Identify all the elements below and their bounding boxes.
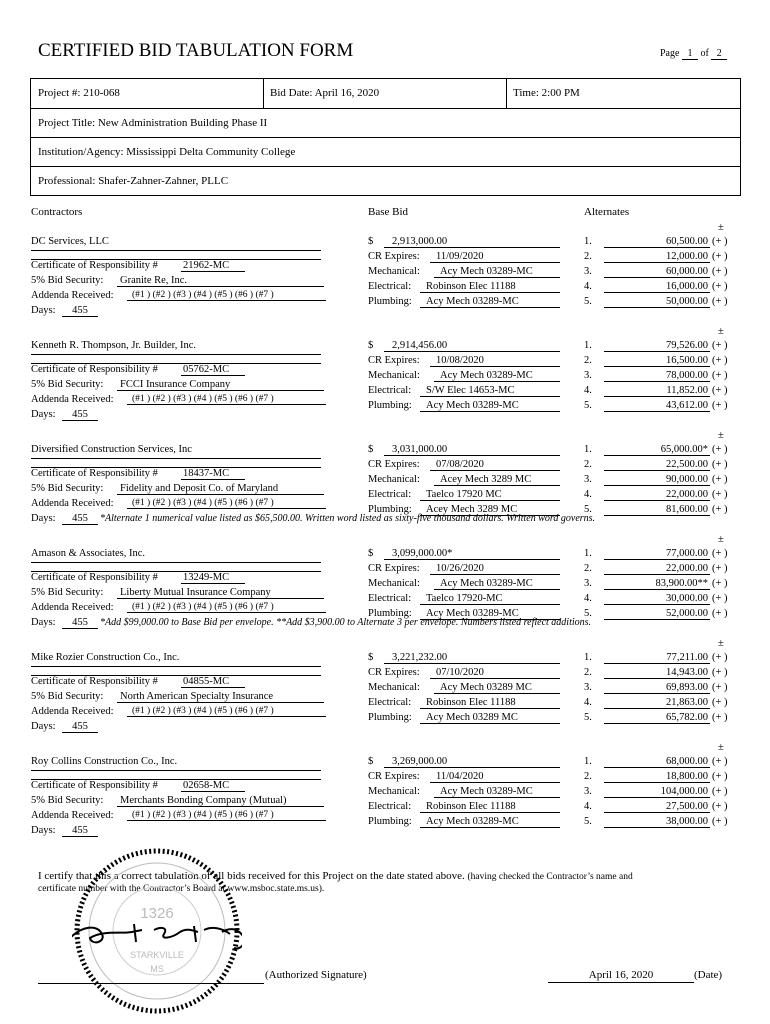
bidder-3-alt-2-num: 2.	[584, 459, 592, 470]
bidder-2-alt-2-plus: (+ )	[712, 355, 728, 366]
bidder-6-addenda-label: Addenda Received:	[31, 810, 114, 821]
bidder-3-cr-expires-value: 07/08/2020	[430, 459, 560, 471]
bidder-3-alt-1-num: 1.	[584, 444, 592, 455]
bidder-4-alt-5-value: 52,000.00	[604, 608, 710, 620]
bidder-1-alt-4-num: 4.	[584, 281, 592, 292]
bidder-3-plus-minus: ±	[718, 430, 724, 441]
bidder-2-addenda-label: Addenda Received:	[31, 394, 114, 405]
bidder-5-security-label: 5% Bid Security:	[31, 691, 104, 702]
bidder-6-alt-1-value: 68,000.00	[604, 756, 710, 768]
bidder-6-alt-1-plus: (+ )	[712, 756, 728, 767]
seal-state: MS	[150, 964, 164, 974]
bidder-4-cor-label: Certificate of Responsibility #	[31, 572, 158, 583]
bidder-4-alt-5-num: 5.	[584, 608, 592, 619]
bidder-1-alt-1-value: 60,500.00	[604, 236, 710, 248]
bidder-2-alt-5-plus: (+ )	[712, 400, 728, 411]
project-row	[31, 79, 740, 109]
bidder-6-days-value: 455	[62, 825, 98, 837]
bidder-4-alt-5-plus: (+ )	[712, 608, 728, 619]
bidder-5-days-label: Days:	[31, 721, 56, 732]
bidder-6-plumbing-label: Plumbing:	[368, 816, 412, 827]
bidder-3-security-value: Fidelity and Deposit Co. of Maryland	[117, 483, 324, 495]
bidder-2-plumbing-value: Acy Mech 03289-MC	[420, 400, 560, 412]
bidder-3-name: Diversified Construction Services, Inc	[31, 444, 321, 459]
bidder-4-mechanical-label: Mechanical:	[368, 578, 420, 589]
bid-date: Bid Date: April 16, 2020	[270, 87, 380, 99]
bidder-6-alt-3-value: 104,000.00	[604, 786, 710, 798]
bidder-4-plumbing-value: Acy Mech 03289-MC	[420, 608, 560, 620]
bidder-6-electrical-label: Electrical:	[368, 801, 412, 812]
bidder-5-alt-4-plus: (+ )	[712, 697, 728, 708]
bidder-6-alt-3-plus: (+ )	[712, 786, 728, 797]
alternates-header: Alternates	[584, 206, 630, 218]
bidder-3-alt-5-plus: (+ )	[712, 504, 728, 515]
bidder-2-cr-expires-value: 10/08/2020	[430, 355, 560, 367]
bidder-4-alt-4-value: 30,000.00	[604, 593, 710, 605]
bidder-5-electrical-value: Robinson Elec 11188	[420, 697, 560, 709]
bidder-1-alt-3-num: 3.	[584, 266, 592, 277]
bidder-5-alt-5-plus: (+ )	[712, 712, 728, 723]
form-title: CERTIFIED BID TABULATION FORM	[38, 40, 354, 61]
date-label: (Date)	[694, 969, 723, 981]
bidder-4-dollar-sign: $	[368, 548, 374, 559]
bidder-5-alt-3-num: 3.	[584, 682, 592, 693]
bidder-2-electrical-value: S/W Elec 14653-MC	[420, 385, 560, 397]
signature-scribble	[72, 924, 242, 948]
bidder-3-dollar-sign: $	[368, 444, 374, 455]
bidder-6-alt-2-value: 18,800.00	[604, 771, 710, 783]
bidder-2-mechanical-value: Acy Mech 03289-MC	[434, 370, 560, 382]
bidder-3-addenda-label: Addenda Received:	[31, 498, 114, 509]
bidder-4-alt-4-plus: (+ )	[712, 593, 728, 604]
bidder-6-cor-number: 02658-MC	[181, 780, 245, 792]
bidder-3-security-label: 5% Bid Security:	[31, 483, 104, 494]
bidder-3-cor-number: 18437-MC	[181, 468, 245, 480]
bidder-4-days-label: Days:	[31, 617, 56, 628]
seal-number: 1326	[140, 905, 174, 922]
certification-note-b: certificate number with the Contractor’s Board at www.msboc.state.ms.us).	[38, 884, 325, 894]
bidder-1-plus-minus: ±	[718, 222, 724, 233]
bidder-5-alt-4-value: 21,863.00	[604, 697, 710, 709]
bidder-4-alt-3-value: 83,900.00**	[604, 578, 710, 590]
bidder-3-cor-label: Certificate of Responsibility #	[31, 468, 158, 479]
bidder-4-electrical-label: Electrical:	[368, 593, 412, 604]
professional: Professional: Shafer-Zahner-Zahner, PLLC	[31, 167, 740, 196]
page-label: Page	[660, 48, 680, 59]
base-bid-header: Base Bid	[368, 206, 409, 218]
bidder-2-alt-4-num: 4.	[584, 385, 592, 396]
bidder-5-cor-label: Certificate of Responsibility #	[31, 676, 158, 687]
bidder-5-security-value: North American Specialty Insurance	[117, 691, 324, 703]
bidder-4-security-label: 5% Bid Security:	[31, 587, 104, 598]
bidder-5-mechanical-value: Acy Mech 03289 MC	[434, 682, 560, 694]
bidder-4-plus-minus: ±	[718, 534, 724, 545]
bidder-4-alt-1-value: 77,000.00	[604, 548, 710, 560]
bidder-5-alt-5-num: 5.	[584, 712, 592, 723]
bidder-1-days-value: 455	[62, 305, 98, 317]
bidder-1-name: DC Services, LLC	[31, 236, 321, 251]
bidder-5-alt-1-plus: (+ )	[712, 652, 728, 663]
bidder-1-mechanical-label: Mechanical:	[368, 266, 420, 277]
bidder-2-alt-3-plus: (+ )	[712, 370, 728, 381]
bidder-1-alt-5-plus: (+ )	[712, 296, 728, 307]
professional-seal	[72, 846, 242, 1016]
bidder-2-alt-1-num: 1.	[584, 340, 592, 351]
bidder-1-cr-expires-value: 11/09/2020	[430, 251, 560, 263]
bidder-6-base-bid: 3,269,000.00	[384, 756, 560, 768]
bidder-3-alt-3-plus: (+ )	[712, 474, 728, 485]
bidder-4-days-value: 455	[62, 617, 98, 629]
bidder-3-base-bid: 3,031,000.00	[384, 444, 560, 456]
bidder-1-electrical-label: Electrical:	[368, 281, 412, 292]
bidder-6-dollar-sign: $	[368, 756, 374, 767]
bidder-5-alt-5-value: 65,782.00	[604, 712, 710, 724]
bidder-1-alt-1-plus: (+ )	[712, 236, 728, 247]
bidder-5-name: Mike Rozier Construction Co., Inc.	[31, 652, 321, 667]
bidder-6-alt-2-plus: (+ )	[712, 771, 728, 782]
bidder-6-security-label: 5% Bid Security:	[31, 795, 104, 806]
bidder-6-alt-2-num: 2.	[584, 771, 592, 782]
bidder-2-plumbing-label: Plumbing:	[368, 400, 412, 411]
bidder-5-alt-1-value: 77,211.00	[604, 652, 710, 664]
bidder-3-cr-expires-label: CR Expires:	[368, 459, 420, 470]
bidder-6-mechanical-value: Acy Mech 03289-MC	[434, 786, 560, 798]
bidder-2-mechanical-label: Mechanical:	[368, 370, 420, 381]
bidder-1-dollar-sign: $	[368, 236, 374, 247]
bidder-3-electrical-value: Taelco 17920 MC	[420, 489, 560, 501]
bidder-1-cor-number: 21962-MC	[181, 260, 245, 272]
bidder-5-mechanical-label: Mechanical:	[368, 682, 420, 693]
bidder-4-alt-1-plus: (+ )	[712, 548, 728, 559]
bidder-3-alt-5-num: 5.	[584, 504, 592, 515]
bidder-3-electrical-label: Electrical:	[368, 489, 412, 500]
bidder-3-days-value: 455	[62, 513, 98, 525]
bidder-5-alt-3-plus: (+ )	[712, 682, 728, 693]
bidder-6-cor-label: Certificate of Responsibility #	[31, 780, 158, 791]
project-title: Project Title: New Administration Building Phase II	[31, 109, 740, 138]
bidder-3-addenda-list: (#1 ) (#2 ) (#3 ) (#4 ) (#5 ) (#6 ) (#7 )	[127, 498, 326, 509]
bidder-2-name: Kenneth R. Thompson, Jr. Builder, Inc.	[31, 340, 321, 355]
of-label: of	[700, 48, 709, 59]
bidder-6-cr-expires-label: CR Expires:	[368, 771, 420, 782]
bidder-3-mechanical-value: Acey Mech 3289 MC	[434, 474, 560, 486]
institution: Institution/Agency: Mississippi Delta Community College	[31, 138, 740, 167]
bidder-4-alt-2-num: 2.	[584, 563, 592, 574]
bidder-1-alt-1-num: 1.	[584, 236, 592, 247]
bidder-6-days-label: Days:	[31, 825, 56, 836]
bidder-3-alt-4-value: 22,000.00	[604, 489, 710, 501]
seal-city: STARKVILLE	[130, 950, 184, 960]
bidder-4-base-bid: 3,099,000.00*	[384, 548, 560, 560]
bidder-3-note: *Alternate 1 numerical value listed as $65,500.00. Written word listed as sixty-five thousand dollars. Written word governs.	[100, 513, 596, 524]
bidder-5-alt-2-value: 14,943.00	[604, 667, 710, 679]
bidder-2-electrical-label: Electrical:	[368, 385, 412, 396]
bidder-4-cor-number: 13249-MC	[181, 572, 245, 584]
bidder-5-plumbing-label: Plumbing:	[368, 712, 412, 723]
bidder-3-alt-2-plus: (+ )	[712, 459, 728, 470]
bidder-1-cr-expires-label: CR Expires:	[368, 251, 420, 262]
bidder-3-alt-4-num: 4.	[584, 489, 592, 500]
bidder-3-plumbing-label: Plumbing:	[368, 504, 412, 515]
bidder-4-alt-1-num: 1.	[584, 548, 592, 559]
bidder-1-mechanical-value: Acy Mech 03289-MC	[434, 266, 560, 278]
page-number: 1	[682, 48, 698, 60]
bidder-5-addenda-list: (#1 ) (#2 ) (#3 ) (#4 ) (#5 ) (#6 ) (#7 )	[127, 706, 326, 717]
bidder-1-alt-2-value: 12,000.00	[604, 251, 710, 263]
bidder-2-days-value: 455	[62, 409, 98, 421]
bidder-1-base-bid: 2,913,000.00	[384, 236, 560, 248]
bidder-3-plumbing-value: Acey Mech 3289 MC	[420, 504, 560, 516]
bidder-6-alt-4-plus: (+ )	[712, 801, 728, 812]
bidder-6-plumbing-value: Acy Mech 03289-MC	[420, 816, 560, 828]
bidder-5-base-bid: 3,221,232.00	[384, 652, 560, 664]
bidder-2-cor-label: Certificate of Responsibility #	[31, 364, 158, 375]
bidder-6-security-value: Merchants Bonding Company (Mutual)	[117, 795, 324, 807]
bidder-5-dollar-sign: $	[368, 652, 374, 663]
bidder-6-alt-1-num: 1.	[584, 756, 592, 767]
bidder-4-alt-3-num: 3.	[584, 578, 592, 589]
bidder-2-cor-number: 05762-MC	[181, 364, 245, 376]
project-info-box	[30, 78, 741, 196]
bidder-3-alt-1-value: 65,000.00*	[604, 444, 710, 456]
bidder-2-alt-1-plus: (+ )	[712, 340, 728, 351]
bidder-5-alt-2-plus: (+ )	[712, 667, 728, 678]
bidder-1-addenda-label: Addenda Received:	[31, 290, 114, 301]
bidder-2-base-bid: 2,914,456.00	[384, 340, 560, 352]
bidder-1-alt-5-num: 5.	[584, 296, 592, 307]
bidder-2-alt-3-num: 3.	[584, 370, 592, 381]
bidder-6-name: Roy Collins Construction Co., Inc.	[31, 756, 321, 771]
certification-main: I certify that this a correct tabulation of all bids received for this Project on the date stated above.	[38, 870, 465, 882]
bidder-2-alt-5-value: 43,612.00	[604, 400, 710, 412]
bidder-4-name: Amason & Associates, Inc.	[31, 548, 321, 563]
bidder-2-alt-4-value: 11,852.00	[604, 385, 710, 397]
bidder-6-electrical-value: Robinson Elec 11188	[420, 801, 560, 813]
bidder-5-electrical-label: Electrical:	[368, 697, 412, 708]
bidder-6-addenda-list: (#1 ) (#2 ) (#3 ) (#4 ) (#5 ) (#6 ) (#7 )	[127, 810, 326, 821]
page-total: 2	[711, 48, 727, 60]
bidder-4-cr-expires-label: CR Expires:	[368, 563, 420, 574]
bidder-4-mechanical-value: Acy Mech 03289-MC	[434, 578, 560, 590]
signature-label: (Authorized Signature)	[265, 969, 367, 981]
bidder-1-security-label: 5% Bid Security:	[31, 275, 104, 286]
bidder-3-alt-3-value: 90,000.00	[604, 474, 710, 486]
bidder-3-alt-5-value: 81,600.00	[604, 504, 710, 516]
bidder-1-days-label: Days:	[31, 305, 56, 316]
bidder-5-addenda-label: Addenda Received:	[31, 706, 114, 717]
bidder-1-electrical-value: Robinson Elec 11188	[420, 281, 560, 293]
bidder-4-electrical-value: Taelco 17920-MC	[420, 593, 560, 605]
bidder-4-note: *Add $99,000.00 to Base Bid per envelope. **Add $3,900.00 to Alternate 3 per envelope. Numbers listed reflect additions.	[100, 617, 592, 628]
page-indicator	[660, 48, 727, 60]
bidder-2-alt-2-num: 2.	[584, 355, 592, 366]
bidder-1-security-value: Granite Re, Inc.	[117, 275, 324, 287]
bidder-5-alt-2-num: 2.	[584, 667, 592, 678]
certification-note-a: (having checked the Contractor’s name and	[467, 872, 633, 882]
bidder-2-cr-expires-label: CR Expires:	[368, 355, 420, 366]
bidder-2-alt-5-num: 5.	[584, 400, 592, 411]
bidder-2-days-label: Days:	[31, 409, 56, 420]
bidder-1-alt-2-num: 2.	[584, 251, 592, 262]
signature-date: April 16, 2020	[548, 969, 694, 983]
bidder-5-cr-expires-label: CR Expires:	[368, 667, 420, 678]
bidder-1-alt-3-plus: (+ )	[712, 266, 728, 277]
bidder-5-alt-1-num: 1.	[584, 652, 592, 663]
project-number: Project #: 210-068	[38, 87, 120, 99]
bidder-4-addenda-label: Addenda Received:	[31, 602, 114, 613]
bidder-1-plumbing-label: Plumbing:	[368, 296, 412, 307]
bidder-2-alt-3-value: 78,000.00	[604, 370, 710, 382]
bidder-4-alt-3-plus: (+ )	[712, 578, 728, 589]
bidder-5-cr-expires-value: 07/10/2020	[430, 667, 560, 679]
bidder-4-alt-4-num: 4.	[584, 593, 592, 604]
bidder-5-cor-number: 04855-MC	[181, 676, 245, 688]
bidder-5-plumbing-value: Acy Mech 03289 MC	[420, 712, 560, 724]
bidder-3-alt-4-plus: (+ )	[712, 489, 728, 500]
bidder-4-security-value: Liberty Mutual Insurance Company	[117, 587, 324, 599]
bidder-5-days-value: 455	[62, 721, 98, 733]
bidder-5-alt-3-value: 69,893.00	[604, 682, 710, 694]
bidder-6-alt-5-plus: (+ )	[712, 816, 728, 827]
bidder-6-alt-5-num: 5.	[584, 816, 592, 827]
bidder-1-alt-5-value: 50,000.00	[604, 296, 710, 308]
bidder-2-addenda-list: (#1 ) (#2 ) (#3 ) (#4 ) (#5 ) (#6 ) (#7 )	[127, 394, 326, 405]
bidder-1-alt-3-value: 60,000.00	[604, 266, 710, 278]
bidder-6-alt-4-num: 4.	[584, 801, 592, 812]
bidder-1-alt-4-plus: (+ )	[712, 281, 728, 292]
bidder-2-security-value: FCCI Insurance Company	[117, 379, 324, 391]
contractors-header: Contractors	[31, 206, 83, 218]
bidder-5-alt-4-num: 4.	[584, 697, 592, 708]
bidder-2-plus-minus: ±	[718, 326, 724, 337]
bidder-2-alt-4-plus: (+ )	[712, 385, 728, 396]
bidder-3-alt-3-num: 3.	[584, 474, 592, 485]
bidder-3-mechanical-label: Mechanical:	[368, 474, 420, 485]
bidder-1-cor-label: Certificate of Responsibility #	[31, 260, 158, 271]
bidder-3-alt-1-plus: (+ )	[712, 444, 728, 455]
bidder-2-alt-2-value: 16,500.00	[604, 355, 710, 367]
bidder-3-days-label: Days:	[31, 513, 56, 524]
bidder-6-mechanical-label: Mechanical:	[368, 786, 420, 797]
bidder-6-alt-3-num: 3.	[584, 786, 592, 797]
bidder-1-addenda-list: (#1 ) (#2 ) (#3 ) (#4 ) (#5 ) (#6 ) (#7 )	[127, 290, 326, 301]
bid-time: Time: 2:00 PM	[513, 87, 580, 99]
bidder-4-plumbing-label: Plumbing:	[368, 608, 412, 619]
bidder-4-addenda-list: (#1 ) (#2 ) (#3 ) (#4 ) (#5 ) (#6 ) (#7 )	[127, 602, 326, 613]
bidder-4-cr-expires-value: 10/26/2020	[430, 563, 560, 575]
bidder-2-dollar-sign: $	[368, 340, 374, 351]
bidder-6-alt-5-value: 38,000.00	[604, 816, 710, 828]
bidder-6-cr-expires-value: 11/04/2020	[430, 771, 560, 783]
bidder-1-alt-4-value: 16,000.00	[604, 281, 710, 293]
bidder-6-plus-minus: ±	[718, 742, 724, 753]
bidder-1-plumbing-value: Acy Mech 03289-MC	[420, 296, 560, 308]
bidder-4-alt-2-plus: (+ )	[712, 563, 728, 574]
bidder-2-security-label: 5% Bid Security:	[31, 379, 104, 390]
signature-line	[38, 983, 264, 984]
bidder-2-alt-1-value: 79,526.00	[604, 340, 710, 352]
bidder-3-alt-2-value: 22,500.00	[604, 459, 710, 471]
bidder-5-plus-minus: ±	[718, 638, 724, 649]
bidder-6-alt-4-value: 27,500.00	[604, 801, 710, 813]
bidder-4-alt-2-value: 22,000.00	[604, 563, 710, 575]
bidder-1-alt-2-plus: (+ )	[712, 251, 728, 262]
